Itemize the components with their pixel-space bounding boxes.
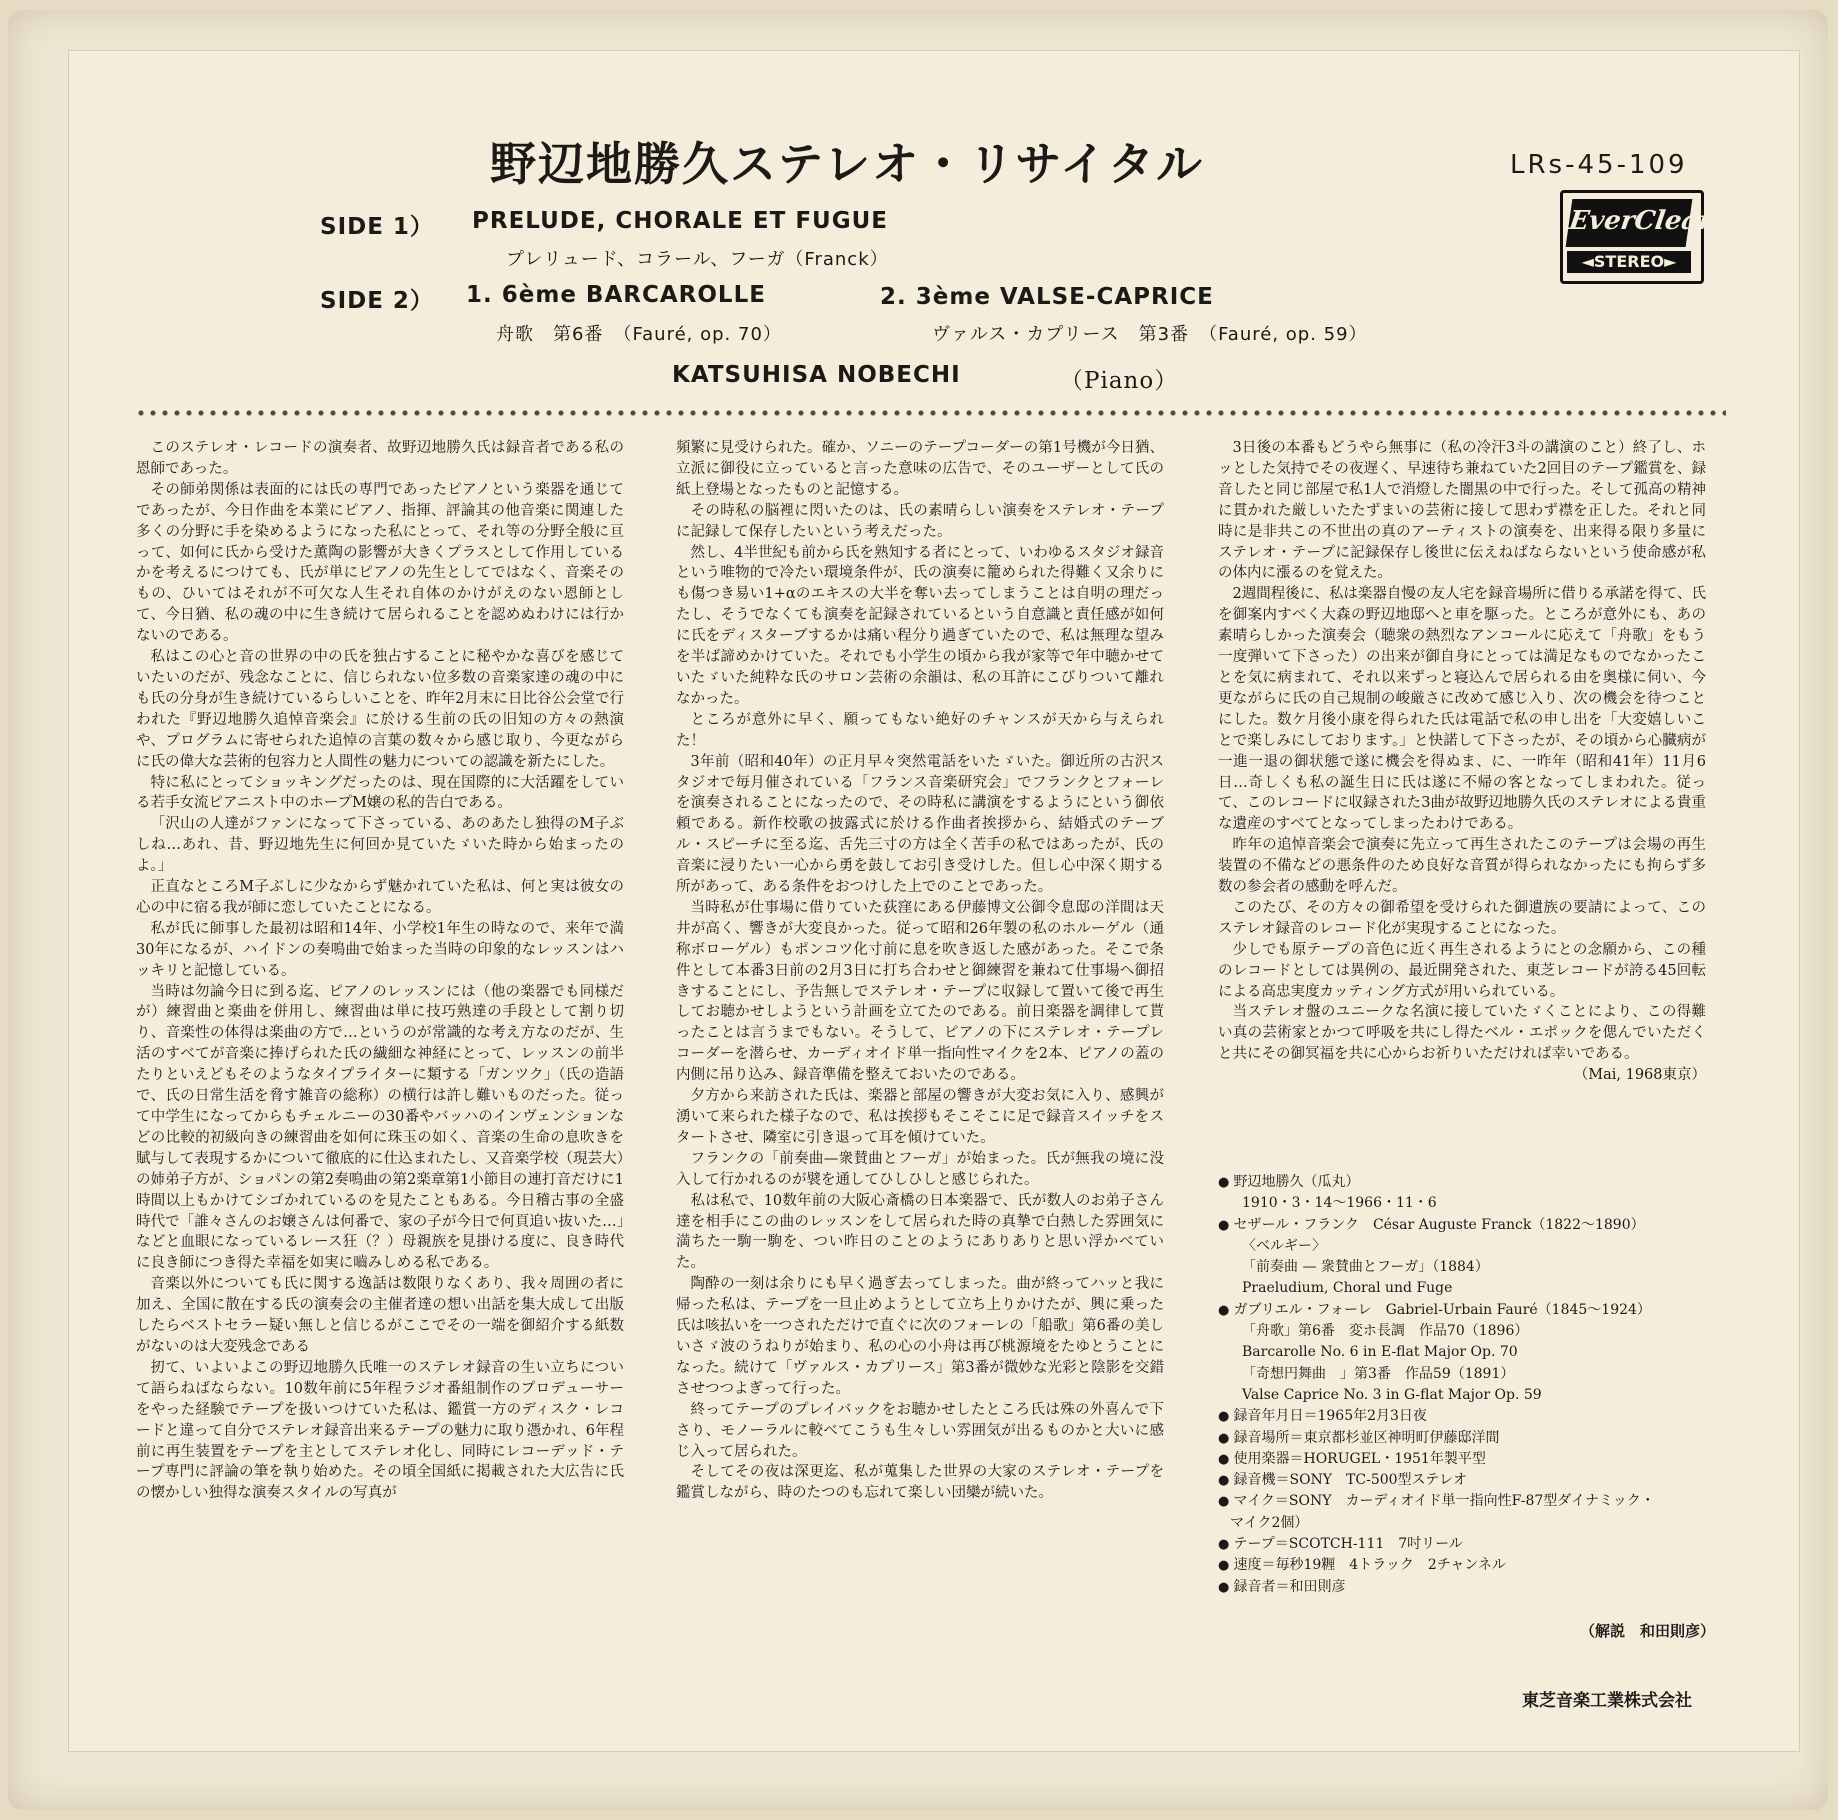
recording-credits xyxy=(1218,1172,1738,1598)
credit-mic-cont: マイク2個） xyxy=(1230,1514,1309,1531)
credit-speed: ● 速度＝毎秒19糎 4トラック 2チャンネル xyxy=(1218,1555,1738,1576)
side1-label: SIDE 1） xyxy=(320,214,434,240)
credit-franck xyxy=(1218,1215,1738,1236)
paragraph: 正直なところM子ぶしに少なからず魅かれていた私は、何と実は彼女の心の中に宿る我が師に恋していたことになる。 xyxy=(136,879,624,916)
stereo-badge: ◄STEREO► xyxy=(1567,251,1691,273)
paragraph: 終ってテープのプレイバックをお聴かせしたところ氏は殊の外喜んで下さり、モノーラルに較べてこうも生々しい雰囲気が出るものかと大いに感じ入って居られた。 xyxy=(676,1401,1164,1460)
paragraph: 3年前（昭和40年）の正月早々突然電話をいたゞいた。御近所の古沢スタジオで毎月催されている「フランス音楽研究会」でフランクとフォーレを演奏されることになったので、その時私に講演をするようにという御依頼である。新作校歌の披露式に於ける作曲者挨拶から、結婚式のテーブル・スピーチに至る迄、舌先三寸の方は全く苦手の私ではあったが、氏の音楽に浸りたい一心から勇を鼓してお引き受けした。但し心中深く期する所があって、ある条件をおつけした上でのことであった。 xyxy=(676,753,1164,896)
paragraph: このステレオ・レコードの演奏者、故野辺地勝久氏は録音者である私の恩師であった。 xyxy=(136,440,624,477)
paragraph: 夕方から来訪された氏は、楽器と部屋の響きが大変お気に入り、感興が湧いて来られた様子なので、私は挨拶もそこそこに足で録音スイッチをスタートさせ、隣室に引き退って耳を傾けていた。 xyxy=(676,1088,1164,1146)
side2-label: SIDE 2） xyxy=(320,288,434,314)
credit-date: ● 録音年月日＝1965年2月3日夜 xyxy=(1218,1406,1738,1427)
album-title: 野辺地勝久ステレオ・リサイタル xyxy=(490,137,1205,191)
side2-subtitle-1: 舟歌 第6番 （Fauré, op. 70） xyxy=(496,324,782,345)
brand-logo: EverClean xyxy=(1566,199,1693,247)
side2-title-1: 1. 6ème BARCAROLLE xyxy=(466,282,766,308)
liner-notes-column-2 xyxy=(676,438,1164,1504)
credit-faure-work1-jp: 「舟歌」第6番 変ホ長調 作品70（1896） xyxy=(1242,1323,1529,1340)
faure-name-en: Gabriel-Urbain Fauré（1845〜1924） xyxy=(1385,1301,1651,1318)
paragraph: フランクの「前奏曲—衆賛曲とフーガ」が始まった。氏が無我の境に没入して行かれるのが襞を通してひしひしと感じられた。 xyxy=(676,1150,1164,1188)
paragraph: 昨年の追悼音楽会で演奏に先立って再生されたこのテープは会場の再生装置の不備などの悪条件のため良好な音質が得られなかったにも拘らず多数の参会者の感動を呼んだ。 xyxy=(1218,837,1706,896)
everclean-stereo-logo xyxy=(1560,190,1720,284)
paragraph: 2週間程後に、私は楽器自慢の友人宅を録音場所に借りる承諾を得て、氏を御案内すべく大森の野辺地邸へと車を駆った。ところが意外にも、あの素晴らしかった演奏会（聴衆の熱烈なアンコールに応えて「舟歌」をもう一度弾いて下さった）の出来が御自身にとっては満足なものでなかったことを気に病まれて、それ以来ずっと寝込んで居られる由を奥様に伺い、今更ながらに氏の自己規制の峻厳さに改めて感じ入り、次の機会を待つことにした。数ケ月後小康を得られた氏は電話で私の申し出を「大変嬉しいことで楽しみにしております。」と快諾して下さったが、その頃から心臓病が一進一退の御状態で遂に機会を得ぬま、に、一昨年（昭和41年）11月6日…奇しくも私の誕生日に氏は遂に不帰の客となってしまわれた。従って、このレコードに収録された3曲が故野辺地勝久氏のステレオによる貴重な遺産のすべてとなってしまったわけである。 xyxy=(1218,586,1706,833)
credit-faure-work1-en: Barcarolle No. 6 in E-flat Major Op. 70 xyxy=(1242,1344,1518,1361)
liner-notes-column-1 xyxy=(136,438,624,1504)
paragraph: 当時私が仕事場に借りていた荻窪にある伊藤博文公御令息邸の洋間は天井が高く、響きが大変良かった。従って昭和26年製の私のホルーゲル（通称ボローゲル）もポンコツ化寸前に息を吹き返した感があった。そこで条件として本番3日前の2月3日に打ち合わせと御練習を兼ねて仕事場へ御招きすることにし、予告無しでステレオ・テープに収録して置いて後で再生してお聴かせしようという計画を立てたのである。前日楽器を調律して貰ったことは言うまでもない。そうして、ピアノの下にステレオ・テープレコーダーを潜らせ、カーディオイド単一指向性マイクを2本、ピアノの蓋の内側に吊り込み、録音準備を整えておいたのである。 xyxy=(676,899,1164,1084)
credit-faure-work2-en: Valse Caprice No. 3 in G-flat Major Op. 59 xyxy=(1242,1386,1542,1403)
credit-instrument: ● 使用楽器＝HORUGEL・1951年製平型 xyxy=(1218,1449,1738,1470)
paragraph: 3日後の本番もどうやら無事に（私の冷汗3斗の講演のこと）終了し、ホッとした気持でその夜遅く、早速待ち兼ねていた2回目のテープ鑑賞を、録音したと同じ部屋で私1人で消燈した闇黒の中で行った。そして孤高の精神に貫かれた厳しいたたずまいの芸術に接して思わず襟を正した。それと同時に是非共この不世出の真のアーティストの演奏を、出来得る限り多量にステレオ・テープに記録保存し後世に伝えねばならないという使命感が私の体内に漲るのを覚えた。 xyxy=(1218,440,1706,582)
paragraph: 当ステレオ盤のユニークな名演に接していたゞくことにより、この得難い真の芸術家とかつて呼吸を共にし得たベル・エポックを偲んでいただくと共にその御冥福を共に心からお祈りいただければ幸いである。 xyxy=(1218,1004,1706,1063)
paragraph: 私はこの心と音の世界の中の氏を独占することに秘やかな喜びを感じていたいのだが、残念なことに、信じられない位多数の音楽家達の魂の中にも氏の分身が生き続けているらしいことを、昨年2月末に日比谷公会堂で行われた『野辺地勝久追悼音楽会』に於ける生前の氏の旧知の方々の熱演や、プログラムに寄せられた追悼の言葉の数々から感じ取り、今更ながらに氏の偉大な芸術的包容力と人間性の魅力についての認識を新たにした。 xyxy=(136,649,624,770)
paragraph: 少しでも原テープの音色に近く再生されるようにとの念願から、この種のレコードとしては異例の、最近開発された、東芝レコードが誇る45回転による高忠実度カッティング方式が用いられている。 xyxy=(1218,941,1706,1000)
credit-mic: ● マイク＝SONY カーディオイド単一指向性F-87型ダイナミック・ xyxy=(1218,1491,1738,1512)
paragraph: 「沢山の人達がファンになって下さっている、あのあたし独得のM子ぶしね…あれ、昔、野辺地先生に何回か見ていたゞいた時から始まったのよ。」 xyxy=(136,816,624,875)
faure-name-jp: ガブリエル・フォーレ xyxy=(1233,1301,1372,1318)
credit-franck-work-en: Praeludium, Choral und Fuge xyxy=(1242,1280,1453,1297)
paragraph: 音楽以外についても氏に関する逸話は数限りなくあり、我々周囲の者に加え、全国に散在する氏の演奏会の主催者達の想い出話を集大成して出版したらベストセラー疑い無しと信じるがここでその一端を御紹介する紙数がないのは大変残念である xyxy=(136,1276,624,1355)
franck-name-en: César Auguste Franck（1822〜1890） xyxy=(1372,1216,1645,1233)
franck-name-jp: セザール・フランク xyxy=(1233,1216,1359,1233)
paragraph: このたび、その方々の御希望を受けられた御遺族の要請によって、このステレオ録音のレコード化が実現することになった。 xyxy=(1218,899,1706,937)
paragraph: 私は私で、10数年前の大阪心斎橋の日本楽器で、氏が数人のお弟子さん達を相手にこの曲のレッスンをして居られた時の真摯で白熱した雰囲気に満ちた一駒一駒を、つい昨日のことのようにありありと思い浮かべていた。 xyxy=(676,1192,1164,1272)
side2-title-2: 2. 3ème VALSE-CAPRICE xyxy=(880,284,1214,310)
paragraph: 頻繁に見受けられた。確か、ソニーのテープコーダーの第1号機が今日猶、立派に御役に立っていると言った意味の広告で、そのユーザーとして氏の紙上登場となったものと記憶する。 xyxy=(676,440,1164,498)
performer-instrument: （Piano） xyxy=(1060,368,1179,394)
performer-name: KATSUHISA NOBECHI xyxy=(672,362,961,388)
credit-franck-work-jp: 「前奏曲 — 衆賛曲とフーガ」（1884） xyxy=(1242,1259,1489,1276)
company-name: 東芝音楽工業株式会社 xyxy=(1522,1691,1692,1711)
credit-franck-country: 〈ベルギー〉 xyxy=(1242,1237,1326,1254)
paragraph: 扨て、いよいよこの野辺地勝久氏唯一のステレオ録音の生い立ちについて語らねばならない。10数年前に5年程ラジオ番組制作のプロデューサーをやった経験でテープを扱いつけていた私は、鑑賞一方のディスク・レコードと違って自分でステレオ録音出来るテープの魅力に取り憑かれ、6年程前に再生装置をテープを主としてステレオ化し、同時にレコーデッド・テープ専門に評論の筆を執り始めた。その頃全国紙に掲載された大広告に氏の懐かしい独得な演奏スタイルの写真が xyxy=(136,1359,624,1502)
paragraph: 私が氏に師事した最初は昭和14年、小学校1年生の時なので、来年で満30年になるが、ハイドンの奏鳴曲で始まった当時の印象的なレッスンはハッキリと記憶している。 xyxy=(136,920,624,979)
paragraph: 陶酔の一刻は余りにも早く過ぎ去ってしまった。曲が終ってハッと我に帰った私は、テープを一旦止めようとして立ち上りかけたが、興に乗った氏は咳払いを一つされただけで直ぐに次のフォーレの「船歌」第6番の美しいさゞ波のうねりが始まり、私の心の小舟は再び桃源境をたゆとうことになった。続けて「ヴァルス・カプリース」第3番が微妙な光彩と陰影を交錯させつつよぎって行った。 xyxy=(676,1276,1164,1397)
side1-subtitle: プレリュード、コラール、フーガ（Franck） xyxy=(506,249,889,270)
side2-subtitle-2: ヴァルス・カプリース 第3番 （Fauré, op. 59） xyxy=(932,324,1368,345)
credit-performer-dates: 1910・3・14〜1966・11・6 xyxy=(1242,1195,1437,1212)
credit-faure xyxy=(1218,1300,1738,1321)
paragraph: ところが意外に早く、願ってもない絶好のチャンスが天から与えられた！ xyxy=(676,711,1164,749)
paragraph: 特に私にとってショッキングだったのは、現在国際的に大活躍をしている若手女流ピアニスト中のホープM嬢の私的告白である。 xyxy=(136,774,624,812)
credit-faure-work2-jp: 「奇想円舞曲 」第3番 作品59（1891） xyxy=(1242,1365,1515,1382)
ornamental-divider xyxy=(136,408,1726,418)
credit-engineer: ● 録音者＝和田則彦 xyxy=(1218,1577,1738,1598)
paragraph: その時私の脳裡に閃いたのは、氏の素晴らしい演奏をステレオ・テープに記録して保存したいという考えだった。 xyxy=(676,502,1164,540)
paragraph: その師弟関係は表面的には氏の専門であったピアノという楽器を通じてであったが、今日作曲を本業にピアノ、指揮、評論其の他音楽に関連した多くの分野に手を染めるようになった私にとって、それ等の分野全般に亘って、如何に氏から受けた薫陶の影響が大きくプラスとして作用しているかを考えるにつけても、氏が単にピアノの先生としてではなく、音楽そのもの、ひいてはそれが不可欠な人生それ自体のかけがえのない恩師として、今日猶、私の魂の中に生き続けて居られることを認めぬわけには行かないのである。 xyxy=(136,481,624,645)
liner-notes-column-3 xyxy=(1218,438,1706,1086)
credit-performer: ● 野辺地勝久（瓜丸） xyxy=(1218,1172,1738,1193)
paragraph: 然し、4半世紀も前から氏を熟知する者にとって、いわゆるスタジオ録音という唯物的で冷たい環境条件が、氏の演奏に籠められた得難く又余りにも傷つき易い1+αのエキスの大半を奪い去ってしまうことは自明の理だったし、そうでなくても演奏を記録されているという自意識と責任感が如何に氏をディスターブするかは痛い程分り過ぎていたので、私は無理な望みを半ば諦めかけていた。それでも小学生の頃から我が家等で年中聴かせていたゞいた純粋な氏のサロン芸術の余韻は、私の耳許にこびりついて離れなかった。 xyxy=(676,544,1164,707)
catalog-number: LRs-45-109 xyxy=(1510,150,1688,180)
paragraph: そしてその夜は深更迄、私が蒐集した世界の大家のステレオ・テープを鑑賞しながら、時のたつのも忘れて楽しい団欒が続いた。 xyxy=(676,1464,1164,1502)
credit-tape: ● テープ＝SCOTCH-111 7吋リール xyxy=(1218,1534,1738,1555)
commentary-credit: （解説 和田則彦） xyxy=(1580,1622,1716,1640)
credit-recorder: ● 録音機＝SONY TC-500型ステレオ xyxy=(1218,1470,1738,1491)
paragraph: 当時は勿論今日に到る迄、ピアノのレッスンには（他の楽器でも同様だが）練習曲と楽曲を併用し、練習曲は単に技巧熟達の手段として割り切り、音楽性の体得は楽曲の方で…というのが常識的な考え方なのだが、生活のすべてが音楽に捧げられた氏の繊細な神経にとって、レッスンの前半たりといえどもそのようなタイプライターに類する「ガンツク」（氏の造語で、氏の日常生活を脅す雑音の総称）の横行は許し難いものだった。従って中学生になってからもチェルニーの30番やバッハのインヴェンションなどの比較的初級向きの練習曲を如何に珠玉の如く、音楽の生命の息吹きを賦与して表現するかについて徹底的に仕込まれたし、又音楽学校（現芸大）の姉弟子方が、ショパンの第2奏鳴曲の第2楽章第1小節目の連打音だけに1時間以上もかけてシゴかれているのを見たこともある。今日稽古事の全盛時代で「誰々さんのお嬢さんは何番で、家の子が今日で何頁追い抜いた…」などと血眼になっているレース狂（？）母親族を見掛ける度に、良き時代に良き師につき得た幸福を如実に嚙みしめる私である。 xyxy=(136,983,624,1272)
side1-title: PRELUDE, CHORALE ET FUGUE xyxy=(472,208,888,234)
credit-place: ● 録音場所＝東京都杉並区神明町伊藤邸洋間 xyxy=(1218,1428,1738,1449)
signature: （Mai, 1968東京） xyxy=(1573,1067,1706,1084)
